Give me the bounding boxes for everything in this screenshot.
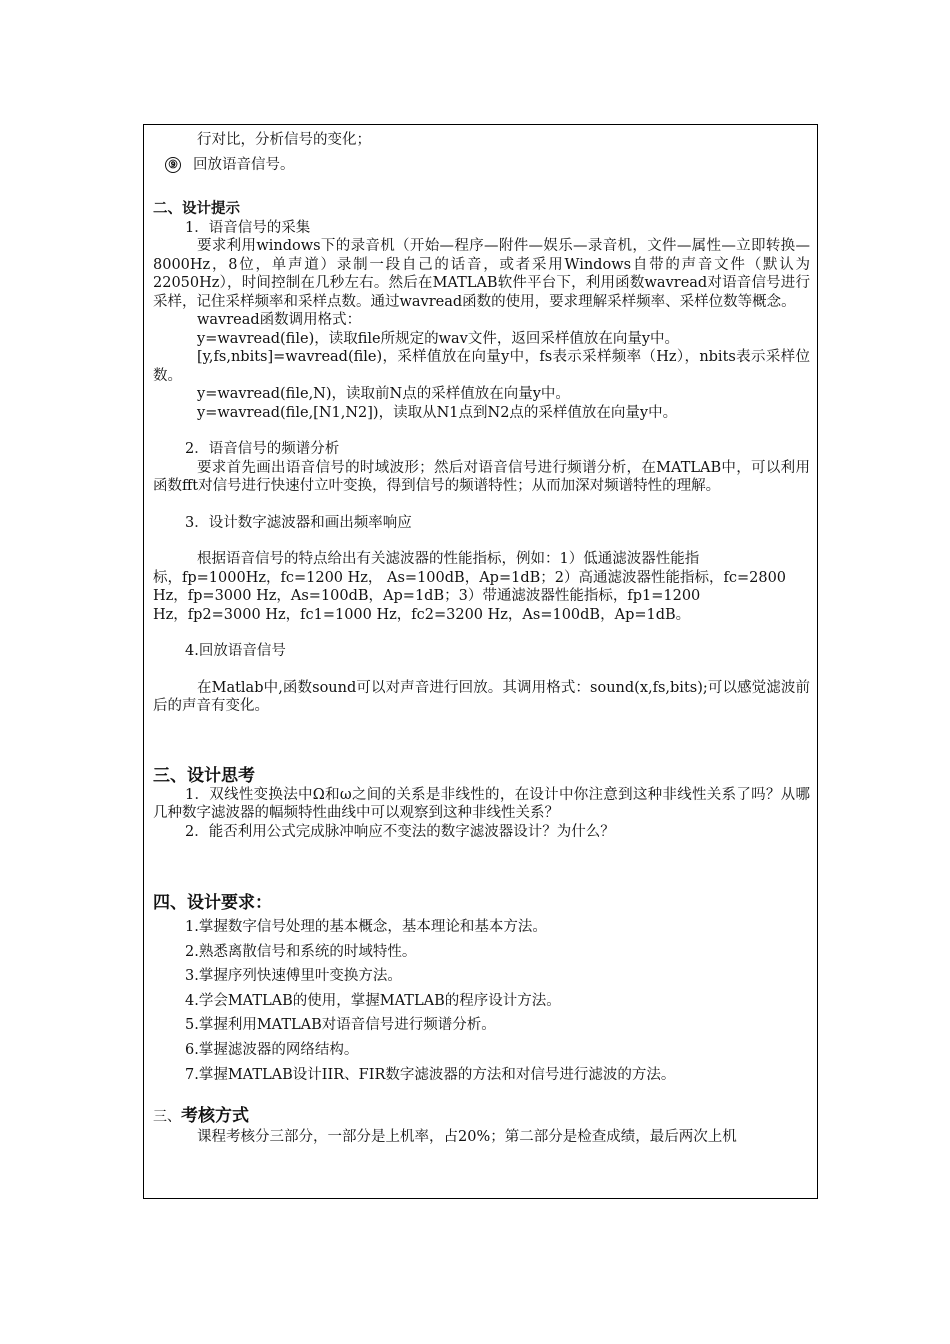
- code-line-2: [y,fs,nbits]=wavread(file)，采样值放在向量y中，fs表示采样频率（Hz），nbits表示采样位数。: [153, 349, 810, 384]
- list-item: 4.学会MATLAB的使用，掌握MATLAB的程序设计方法。: [185, 992, 561, 1009]
- question-1: 1．双线性变换法中Ω和ω之间的关系是非线性的，在设计中你注意到这种非线性关系了吗？从哪几种数字滤波器的幅频特性曲线中可以观察到这种非线性关系？: [153, 786, 810, 821]
- requirements-list: [153, 915, 810, 1087]
- paragraph-filter-line-3: Hz，fp=3000 Hz，As=100dB，Ap=1dB；3）带通滤波器性能指标，fp1=1200: [153, 588, 701, 604]
- subheading-spectrum: 2．语音信号的频谱分析: [185, 441, 340, 457]
- section-heading-thinking: 三、设计思考: [153, 765, 255, 786]
- circled-number-marker: ⑨: [165, 157, 181, 173]
- question-2: 2．能否利用公式完成脉冲响应不变法的数字滤波器设计？为什么？: [185, 823, 615, 840]
- section-heading-assessment: [153, 1105, 810, 1128]
- subheading-playback: 4.回放语音信号: [185, 643, 286, 659]
- paragraph-playback: 在Matlab中,函数sound可以对声音进行回放。其调用格式：sound(x,fs,bits);可以感觉滤波前后的声音有变化。: [153, 679, 810, 714]
- paragraph-filter-line-1: 根据语音信号的特点给出有关滤波器的性能指标，例如：1）低通滤波器性能指: [197, 551, 700, 567]
- list-item: 5.掌握利用MATLAB对语音信号进行频谱分析。: [185, 1017, 496, 1034]
- paragraph-filter-line-4: Hz，fp2=3000 Hz，fc1=1000 Hz，fc2=3200 Hz，As=100dB，Ap=1dB。: [153, 606, 691, 623]
- list-item: 6.掌握滤波器的网络结构。: [185, 1041, 359, 1058]
- list-item-text: 回放语音信号。: [193, 156, 295, 173]
- section-heading-hints: 二、设计提示: [153, 200, 240, 217]
- list-item: 3.掌握序列快速傅里叶变换方法。: [185, 968, 402, 985]
- code-line-1: y=wavread(file)，读取file所规定的wav文件，返回采样值放在向量y中。: [197, 330, 680, 347]
- code-line-3: y=wavread(file,N)，读取前N点的采样值放在向量y中。: [197, 386, 570, 402]
- list-item: 1.掌握数字信号处理的基本概念，基本理论和基本方法。: [185, 919, 547, 935]
- document-frame: [143, 124, 818, 1199]
- intro-line: 行对比，分析信号的变化；: [197, 132, 371, 148]
- section-prefix: 三、: [153, 1109, 181, 1126]
- paragraph-spectrum: 要求首先画出语音信号的时域波形；然后对语音信号进行频谱分析，在MATLAB中，可以利用函数fft对信号进行快速付立叶变换，得到信号的频谱特性；从而加深对频谱特性的理解。: [153, 459, 810, 494]
- list-item: 2.熟悉离散信号和系统的时域特性。: [185, 943, 417, 960]
- section-heading-requirements: 四、设计要求：: [153, 893, 272, 913]
- subheading-filter: 3．设计数字滤波器和画出频率响应: [185, 514, 412, 531]
- subheading-capture: 1．语音信号的采集: [185, 219, 311, 236]
- format-label: wavread函数调用格式：: [197, 312, 362, 328]
- paragraph-assessment: 课程考核分三部分，一部分是上机率，占20%；第二部分是检查成绩，最后两次上机: [197, 1129, 737, 1146]
- paragraph-filter-line-2: 标，fp=1000Hz，fc=1200 Hz， As=100dB，Ap=1dB；2）高通滤波器性能指标，fc=2800: [153, 569, 787, 586]
- section-title: 考核方式: [181, 1106, 249, 1127]
- paragraph-capture: 要求利用windows下的录音机（开始—程序—附件—娱乐—录音机，文件—属性—立即转换—8000Hz，8位，单声道）录制一段自己的话音，或者采用Windows自带的声音文件（默认为22050Hz），时间控制在几秒左右。然后在MATLAB软件平台下，利用函数wavread对语音信号进行采样，记住采样频率和采样点数。通过wavread函数的使用，要求理解采样频率、采样位数等概念。: [153, 238, 810, 310]
- list-item-9: [153, 156, 810, 175]
- list-item: 7.掌握MATLAB设计IIR、FIR数字滤波器的方法和对信号进行滤波的方法。: [185, 1066, 676, 1083]
- document-body: [153, 129, 810, 1147]
- code-line-4: y=wavread(file,[N1,N2])，读取从N1点到N2点的采样值放在向量y中。: [197, 404, 678, 421]
